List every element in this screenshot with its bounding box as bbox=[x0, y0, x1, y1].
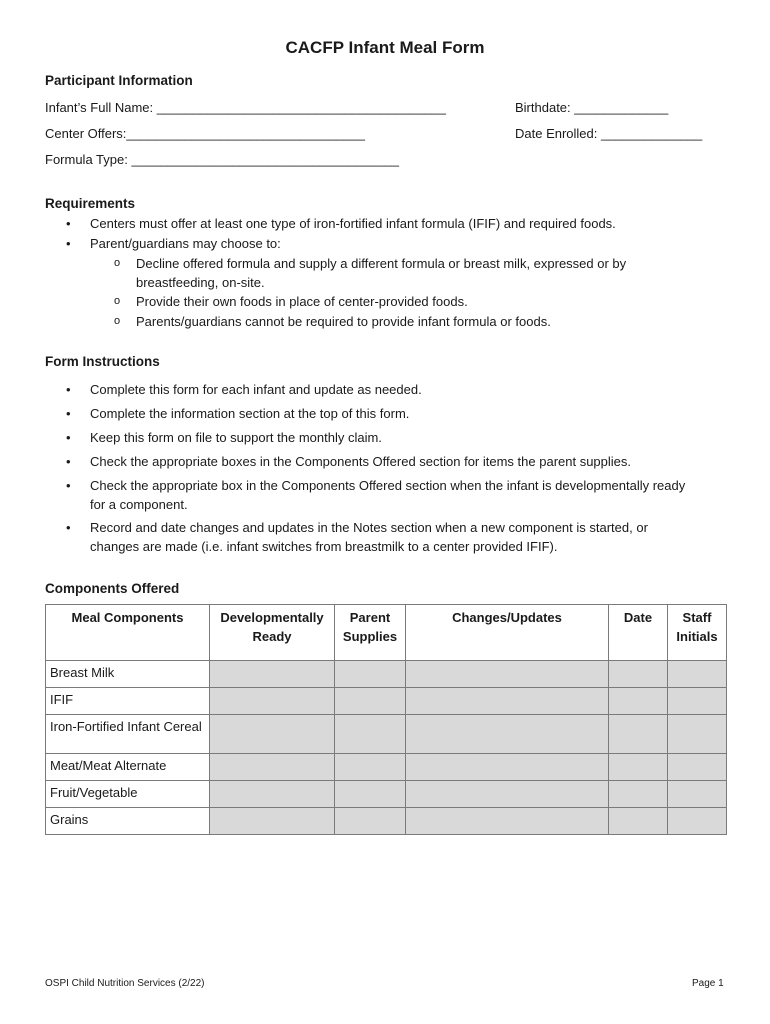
sub-requirement-text: Decline offered formula and supply a different formula or breast milk, expressed or by breastfeeding, on-site. bbox=[136, 256, 627, 290]
staff-initials-cell[interactable] bbox=[668, 754, 727, 781]
component-name: IFIF bbox=[46, 688, 210, 715]
sub-bullet-icon: o bbox=[114, 295, 121, 307]
center-offers-field[interactable]: Center Offers:_________________________________ bbox=[45, 126, 365, 141]
instruction-text: Check the appropriate boxes in the Components Offered section for items the parent supplies. bbox=[90, 454, 632, 469]
column-header: Meal Components bbox=[46, 605, 210, 661]
column-header: Changes/Updates bbox=[406, 605, 609, 661]
bullet-icon: • bbox=[66, 236, 71, 251]
infant-name-field[interactable]: Infant’s Full Name: ________________________________________ bbox=[45, 100, 446, 115]
changes-updates-cell[interactable] bbox=[406, 781, 609, 808]
component-name: Iron-Fortified Infant Cereal bbox=[46, 715, 210, 754]
table-row bbox=[46, 661, 727, 688]
bullet-icon: • bbox=[66, 430, 71, 445]
date-cell[interactable] bbox=[609, 754, 668, 781]
parent-supplies-cell[interactable] bbox=[335, 808, 406, 835]
components-table bbox=[45, 604, 727, 835]
instructions-heading: Form Instructions bbox=[45, 354, 160, 369]
requirement-text: Parent/guardians may choose to: bbox=[90, 236, 281, 251]
column-header: Developmentally Ready bbox=[210, 605, 335, 661]
changes-updates-cell[interactable] bbox=[406, 661, 609, 688]
table-row bbox=[46, 715, 727, 754]
date-cell[interactable] bbox=[609, 781, 668, 808]
date-cell[interactable] bbox=[609, 661, 668, 688]
bullet-icon: • bbox=[66, 406, 71, 421]
date-cell[interactable] bbox=[609, 808, 668, 835]
table-row bbox=[46, 754, 727, 781]
instruction-text: Complete the information section at the top of this form. bbox=[90, 406, 410, 421]
parent-supplies-cell[interactable] bbox=[335, 781, 406, 808]
developmentally-ready-cell[interactable] bbox=[210, 781, 335, 808]
staff-initials-cell[interactable] bbox=[668, 688, 727, 715]
table-header-row bbox=[46, 605, 727, 661]
sub-bullet-icon: o bbox=[114, 315, 121, 327]
component-name: Meat/Meat Alternate bbox=[46, 754, 210, 781]
changes-updates-cell[interactable] bbox=[406, 754, 609, 781]
date-cell[interactable] bbox=[609, 688, 668, 715]
column-header: Date bbox=[609, 605, 668, 661]
requirement-text: Centers must offer at least one type of iron-fortified infant formula (IFIF) and required foods. bbox=[90, 216, 616, 231]
date-enrolled-field[interactable]: Date Enrolled: ______________ bbox=[515, 126, 703, 141]
bullet-icon: • bbox=[66, 216, 71, 231]
page-title: CACFP Infant Meal Form bbox=[285, 38, 485, 57]
date-cell[interactable] bbox=[609, 715, 668, 754]
developmentally-ready-cell[interactable] bbox=[210, 715, 335, 754]
changes-updates-cell[interactable] bbox=[406, 715, 609, 754]
staff-initials-cell[interactable] bbox=[668, 661, 727, 688]
component-name: Breast Milk bbox=[46, 661, 210, 688]
component-name: Grains bbox=[46, 808, 210, 835]
instruction-text: Keep this form on file to support the monthly claim. bbox=[90, 430, 382, 445]
staff-initials-cell[interactable] bbox=[668, 715, 727, 754]
component-name: Fruit/Vegetable bbox=[46, 781, 210, 808]
formula-type-field[interactable]: Formula Type: _____________________________________ bbox=[45, 152, 399, 167]
developmentally-ready-cell[interactable] bbox=[210, 808, 335, 835]
column-header: Staff Initials bbox=[668, 605, 727, 661]
instruction-text: Check the appropriate box in the Components Offered section when the infant is developmentally ready for a component. bbox=[90, 478, 686, 512]
footer-page-number: Page 1 bbox=[692, 978, 724, 989]
parent-supplies-cell[interactable] bbox=[335, 661, 406, 688]
changes-updates-cell[interactable] bbox=[406, 688, 609, 715]
changes-updates-cell[interactable] bbox=[406, 808, 609, 835]
bullet-icon: • bbox=[66, 478, 71, 493]
sub-requirement-text: Provide their own foods in place of center-provided foods. bbox=[136, 294, 468, 309]
developmentally-ready-cell[interactable] bbox=[210, 661, 335, 688]
table-row bbox=[46, 808, 727, 835]
birthdate-field[interactable]: Birthdate: _____________ bbox=[515, 100, 669, 115]
table-row bbox=[46, 781, 727, 808]
staff-initials-cell[interactable] bbox=[668, 808, 727, 835]
footer-source: OSPI Child Nutrition Services (2/22) bbox=[45, 978, 205, 989]
parent-supplies-cell[interactable] bbox=[335, 688, 406, 715]
instruction-text: Record and date changes and updates in the Notes section when a new component is started, or changes are made (i.e. infant switches from breastmilk to a center provided IFIF). bbox=[90, 520, 648, 554]
sub-requirement-text: Parents/guardians cannot be required to provide infant formula or foods. bbox=[136, 314, 551, 329]
column-header: Parent Supplies bbox=[335, 605, 406, 661]
bullet-icon: • bbox=[66, 382, 71, 397]
developmentally-ready-cell[interactable] bbox=[210, 688, 335, 715]
sub-bullet-icon: o bbox=[114, 257, 121, 269]
requirements-heading: Requirements bbox=[45, 196, 136, 211]
staff-initials-cell[interactable] bbox=[668, 781, 727, 808]
developmentally-ready-cell[interactable] bbox=[210, 754, 335, 781]
bullet-icon: • bbox=[66, 520, 71, 535]
table-row bbox=[46, 688, 727, 715]
parent-supplies-cell[interactable] bbox=[335, 754, 406, 781]
instruction-text: Complete this form for each infant and update as needed. bbox=[90, 382, 422, 397]
bullet-icon: • bbox=[66, 454, 71, 469]
participant-heading: Participant Information bbox=[45, 73, 193, 88]
parent-supplies-cell[interactable] bbox=[335, 715, 406, 754]
components-heading: Components Offered bbox=[45, 581, 180, 596]
